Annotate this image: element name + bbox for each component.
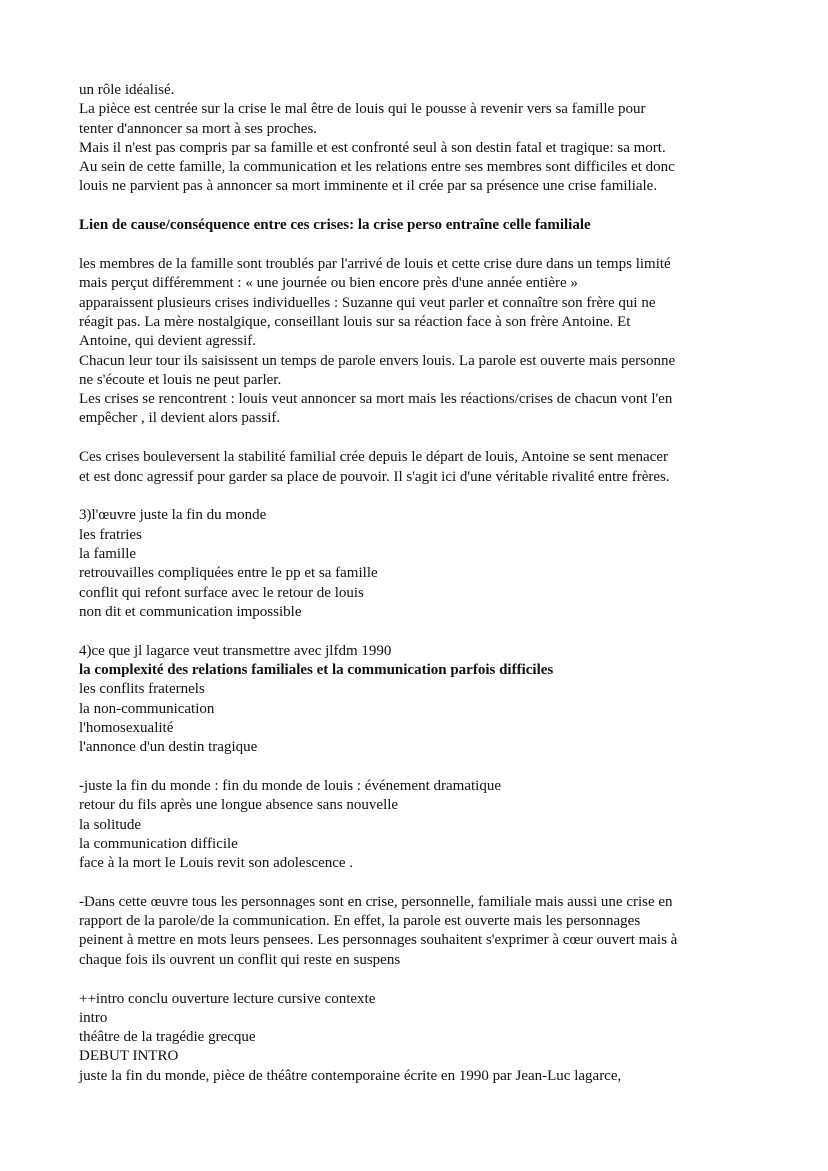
text-line: empêcher , il devient alors passif. [79,410,281,427]
intro-paragraph [79,81,779,197]
text-line: et est donc agressif pour garder sa place de pouvoir. Il s'agit ici d'une véritable rivalité entre frères. [79,468,670,485]
text-line: -Dans cette œuvre tous les personnages sont en crise, personnelle, familiale mais aussi une crise en [79,893,673,910]
text-line: apparaissent plusieurs crises individuelles : Suzanne qui veut parler et connaître son frère qui ne [79,294,656,311]
crises-paragraph [79,255,779,429]
list-item: les fratries [79,526,142,543]
text-line: réagit pas. La mère nostalgique, conseillant louis sur sa réaction face à son frère Antoine. Et [79,313,631,330]
list-item: face à la mort le Louis revit son adolescence . [79,855,354,872]
text-line: intro [79,1009,108,1026]
list-item: la solitude [79,816,142,833]
list-item: la famille [79,545,137,562]
text-line: ++intro conclu ouverture lecture cursive contexte [79,990,376,1007]
text-line: La pièce est centrée sur la crise le mal être de louis qui le pousse à revenir vers sa famille pour [79,101,646,118]
section-bold-statement: la complexité des relations familiales et la communication parfois difficiles [79,661,554,678]
text-line: mais perçut différemment : « une journée ou bien encore près d'une année entière » [79,275,578,292]
list-item: l'homosexualité [79,719,174,736]
section-heading: Lien de cause/conséquence entre ces crises: la crise perso entraîne celle familiale [79,217,591,234]
text-line: rapport de la parole/de la communication. En effet, la parole est ouverte mais les personnages [79,913,641,930]
list-item: la non-communication [79,700,215,717]
jlfdm-list [79,777,779,873]
text-line: chaque fois ils ouvrent un conflit qui reste en suspens [79,951,401,968]
text-line: un rôle idéalisé. [79,82,175,98]
stability-paragraph [79,448,779,487]
characters-paragraph [79,893,779,970]
text-line: Ces crises bouleversent la stabilité familial crée depuis le départ de louis, Antoine se sent menacer [79,449,668,466]
section-title: 4)ce que jl lagarce veut transmettre avec jlfdm 1990 [79,642,392,659]
text-line: louis ne parvient pas à annoncer sa mort imminente et il crée par sa présence une crise familiale. [79,178,658,195]
text-line: Au sein de cette famille, la communication et les relations entre ses membres sont difficiles et donc [79,159,675,176]
text-line: tenter d'annoncer sa mort à ses proches. [79,120,318,137]
intro-notes [79,990,779,1086]
list-item: -juste la fin du monde : fin du monde de louis : événement dramatique [79,777,501,794]
list-item: la communication difficile [79,835,238,852]
list-item: non dit et communication impossible [79,603,302,620]
section-4-list [79,642,779,758]
text-line: peinent à mettre en mots leurs pensees. Les personnages souhaitent s'exprimer à cœur ouvert mais à [79,932,678,949]
text-line: Antoine, qui devient agressif. [79,333,257,350]
text-line: DEBUT INTRO [79,1048,179,1065]
text-line: théâtre de la tragédie grecque [79,1029,256,1046]
text-line: ne s'écoute et louis ne peut parler. [79,371,282,388]
text-line: Chacun leur tour ils saisissent un temps de parole envers louis. La parole est ouverte mais personne [79,352,676,369]
text-line: juste la fin du monde, pièce de théâtre contemporaine écrite en 1990 par Jean-Luc lagarce, [79,1067,622,1084]
list-item: les conflits fraternels [79,681,205,698]
text-line: Mais il n'est pas compris par sa famille et est confronté seul à son destin fatal et tragique: sa mort. [79,139,666,156]
section-3-list [79,506,779,622]
list-item: conflit qui refont surface avec le retour de louis [79,584,364,601]
list-item: l'annonce d'un destin tragique [79,739,258,756]
text-line: Les crises se rencontrent : louis veut annoncer sa mort mais les réactions/crises de chacun vont l'en [79,391,673,408]
list-item: retrouvailles compliquées entre le pp et sa famille [79,565,378,582]
document-body [79,81,779,1086]
list-item: retour du fils après une longue absence sans nouvelle [79,797,399,814]
section-title: 3)l'œuvre juste la fin du monde [79,507,267,524]
text-line: les membres de la famille sont troublés par l'arrivé de louis et cette crise dure dans un temps limité [79,256,671,273]
